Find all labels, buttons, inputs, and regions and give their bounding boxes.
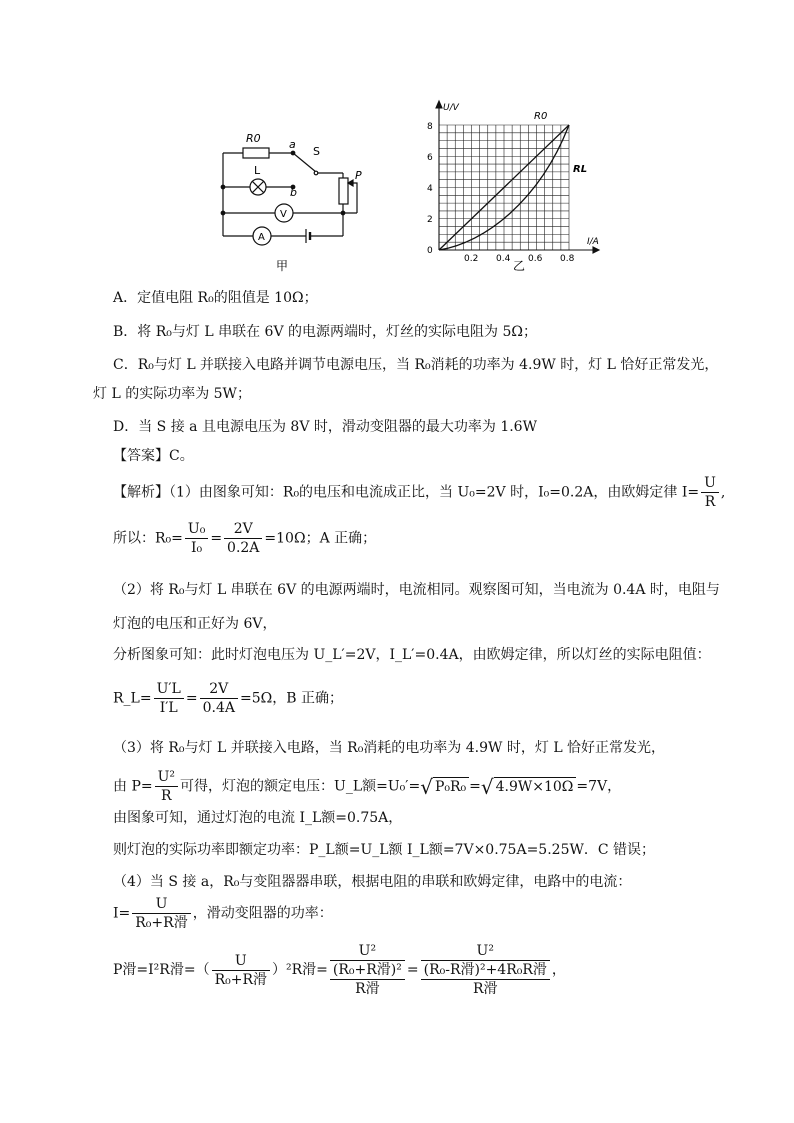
x-tick-0.6: 0.6 — [528, 254, 543, 264]
fraction-numerator: U² — [330, 942, 405, 961]
switch-s-label: S — [313, 145, 320, 158]
analysis-step4-line1: （4）当 S 接 a，R₀与变阻器器串联，根据电阻的串联和欧姆定律，电路中的电流： — [113, 874, 632, 890]
current-fraction — [132, 895, 190, 932]
circuit-caption: 甲 — [276, 259, 289, 273]
fraction-denominator: R — [161, 788, 172, 804]
fraction-numerator: 2V — [224, 520, 262, 539]
equals-sign: = — [185, 690, 198, 707]
y-tick-6: 6 — [427, 153, 433, 163]
option-d: D．当 S 接 a 且电源电压为 8V 时，滑动变阻器的最大功率为 1.6W — [113, 419, 537, 435]
fraction-denominator: R滑 — [355, 981, 380, 997]
current-formula-tail: ，滑动变阻器的功率： — [192, 905, 333, 922]
x-tick-0.2: 0.2 — [464, 254, 479, 264]
terminal-a-label: a — [289, 138, 296, 151]
sqrt-radicand-2: 4.9W×10Ω — [494, 777, 577, 796]
y-axis-label: U/V — [443, 103, 459, 113]
x-tick-0.4: 0.4 — [496, 254, 511, 264]
fraction-numerator: U² — [421, 942, 550, 961]
fraction-numerator: U² — [155, 768, 178, 787]
r0-calc-tail: =10Ω；A 正确； — [264, 530, 377, 547]
r0-fraction-1 — [185, 520, 208, 557]
option-c-line1: C．R₀与灯 L 并联接入电路并调节电源电压，当 R₀消耗的功率为 4.9W 时，灯 L 恰好正常发光， — [113, 357, 719, 373]
fraction-denominator: R滑 — [472, 981, 498, 997]
option-c-line2: 灯 L 的实际功率为 5W； — [93, 386, 251, 402]
fraction-numerator: U — [701, 474, 719, 493]
current-formula-lead: I= — [113, 905, 131, 922]
power-formula-mid: ）²R滑= — [272, 962, 328, 978]
analysis-step1-text: 【解析】（1）由图象可知：R₀的电压和电流成正比，当 U₀=2V 时，I₀=0.2A，由欧姆定律 I= — [113, 484, 700, 501]
r0-fraction-2 — [224, 520, 262, 557]
curve-rl-label: RL — [573, 164, 588, 175]
equals-sign: = — [406, 962, 419, 978]
option-a: A．定值电阻 R₀的阻值是 10Ω； — [113, 290, 318, 306]
fraction-denominator: I′L — [159, 700, 178, 716]
rl-calc-lead: R_L= — [113, 690, 152, 707]
sqrt-symbol: √ — [420, 774, 433, 799]
rated-voltage-tail: =7V， — [576, 778, 622, 795]
r0-label: R0 — [246, 132, 261, 145]
power-formula-tail: ， — [551, 962, 566, 978]
rated-voltage-calculation — [113, 768, 621, 805]
voltmeter-label: V — [280, 209, 287, 220]
rated-voltage-text: 可得，灯泡的额定电压：U_L额=U₀′= — [180, 778, 421, 795]
rl-fraction-2 — [200, 680, 238, 717]
y-tick-2: 2 — [427, 215, 433, 225]
fraction-numerator: U — [132, 895, 190, 914]
analysis-step3-line4: 则灯泡的实际功率即额定功率：P_L额=U_L额 I_L额=7V×0.75A=5.25W．C 错误； — [113, 842, 656, 858]
fraction-denominator: R — [704, 494, 716, 510]
equals-sign: = — [469, 778, 481, 795]
y-tick-0: 0 — [427, 246, 433, 256]
circuit-diagram — [210, 125, 380, 275]
lamp-l-label: L — [254, 164, 261, 177]
y-tick-8: 8 — [427, 122, 433, 132]
fraction-numerator: 2V — [200, 680, 238, 699]
ammeter-label: A — [258, 232, 265, 243]
analysis-step2-line3: 分析图象可知：此时灯泡电压为 U_L′=2V，I_L′=0.4A，由欧姆定律，所以灯丝的实际电阻值： — [113, 647, 711, 663]
fraction-inner-denominator: (R₀-R滑)²+4R₀R滑 — [421, 961, 550, 980]
slider-p-label: P — [355, 169, 362, 182]
option-b: B．将 R₀与灯 L 串联在 6V 的电源两端时，灯丝的实际电阻为 5Ω； — [113, 324, 537, 340]
x-tick-0.8: 0.8 — [560, 254, 575, 264]
terminal-b-label: b — [290, 186, 297, 199]
rl-fraction-1 — [154, 680, 184, 717]
rheostat-power-formula — [113, 942, 566, 998]
answer: 【答案】C。 — [113, 448, 194, 464]
rl-calc-tail: =5Ω，B 正确； — [239, 690, 343, 707]
power-formula-lead: 由 P= — [113, 778, 153, 795]
analysis-step1 — [113, 474, 725, 511]
current-formula — [113, 895, 333, 932]
sqrt-radicand-1: P₀R₀ — [433, 777, 469, 796]
power-fraction-3 — [421, 942, 550, 998]
equals-sign: = — [210, 530, 223, 547]
analysis-step1-tail: , — [720, 484, 726, 501]
fraction-numerator: U′L — [154, 680, 184, 699]
ohm-law-fraction — [701, 474, 719, 511]
fraction-denominator: 0.4A — [202, 700, 235, 716]
fraction-numerator: U₀ — [185, 520, 208, 539]
y-tick-4: 4 — [427, 184, 433, 194]
fraction-denominator: R₀+R滑 — [135, 915, 188, 931]
fraction-denominator: R₀+R滑 — [214, 971, 268, 988]
fraction-denominator: 0.2A — [227, 540, 260, 556]
power-fraction — [155, 768, 178, 805]
rl-calculation — [113, 680, 343, 717]
r0-calculation — [113, 520, 376, 557]
sqrt-symbol: √ — [480, 774, 494, 799]
power-fraction-2 — [330, 942, 405, 998]
curve-r0-label: R0 — [534, 111, 548, 122]
analysis-step2-line2: 灯泡的电压和正好为 6V， — [113, 616, 277, 632]
fraction-inner-denominator: (R₀+R滑)² — [330, 961, 405, 980]
power-fraction-1 — [212, 952, 270, 989]
r0-calc-lead: 所以：R₀= — [113, 530, 183, 547]
u-i-graph — [415, 98, 605, 273]
fraction-denominator: I₀ — [191, 540, 203, 556]
x-axis-label: I/A — [587, 237, 599, 247]
analysis-step3-line3: 由图象可知，通过灯泡的电流 I_L额=0.75A， — [113, 810, 403, 826]
power-formula-lead: P滑=I²R滑=（ — [113, 962, 210, 978]
analysis-step3-line1: （3）将 R₀与灯 L 并联接入电路，当 R₀消耗的电功率为 4.9W 时，灯 L 恰好正常发光， — [113, 740, 666, 756]
fraction-numerator: U — [212, 952, 270, 971]
analysis-step2-line1: （2）将 R₀与灯 L 串联在 6V 的电源两端时，电流相同。观察图可知，当电流为 0.4A 时，电阻与 — [113, 582, 720, 598]
graph-caption: 乙 — [513, 259, 526, 273]
